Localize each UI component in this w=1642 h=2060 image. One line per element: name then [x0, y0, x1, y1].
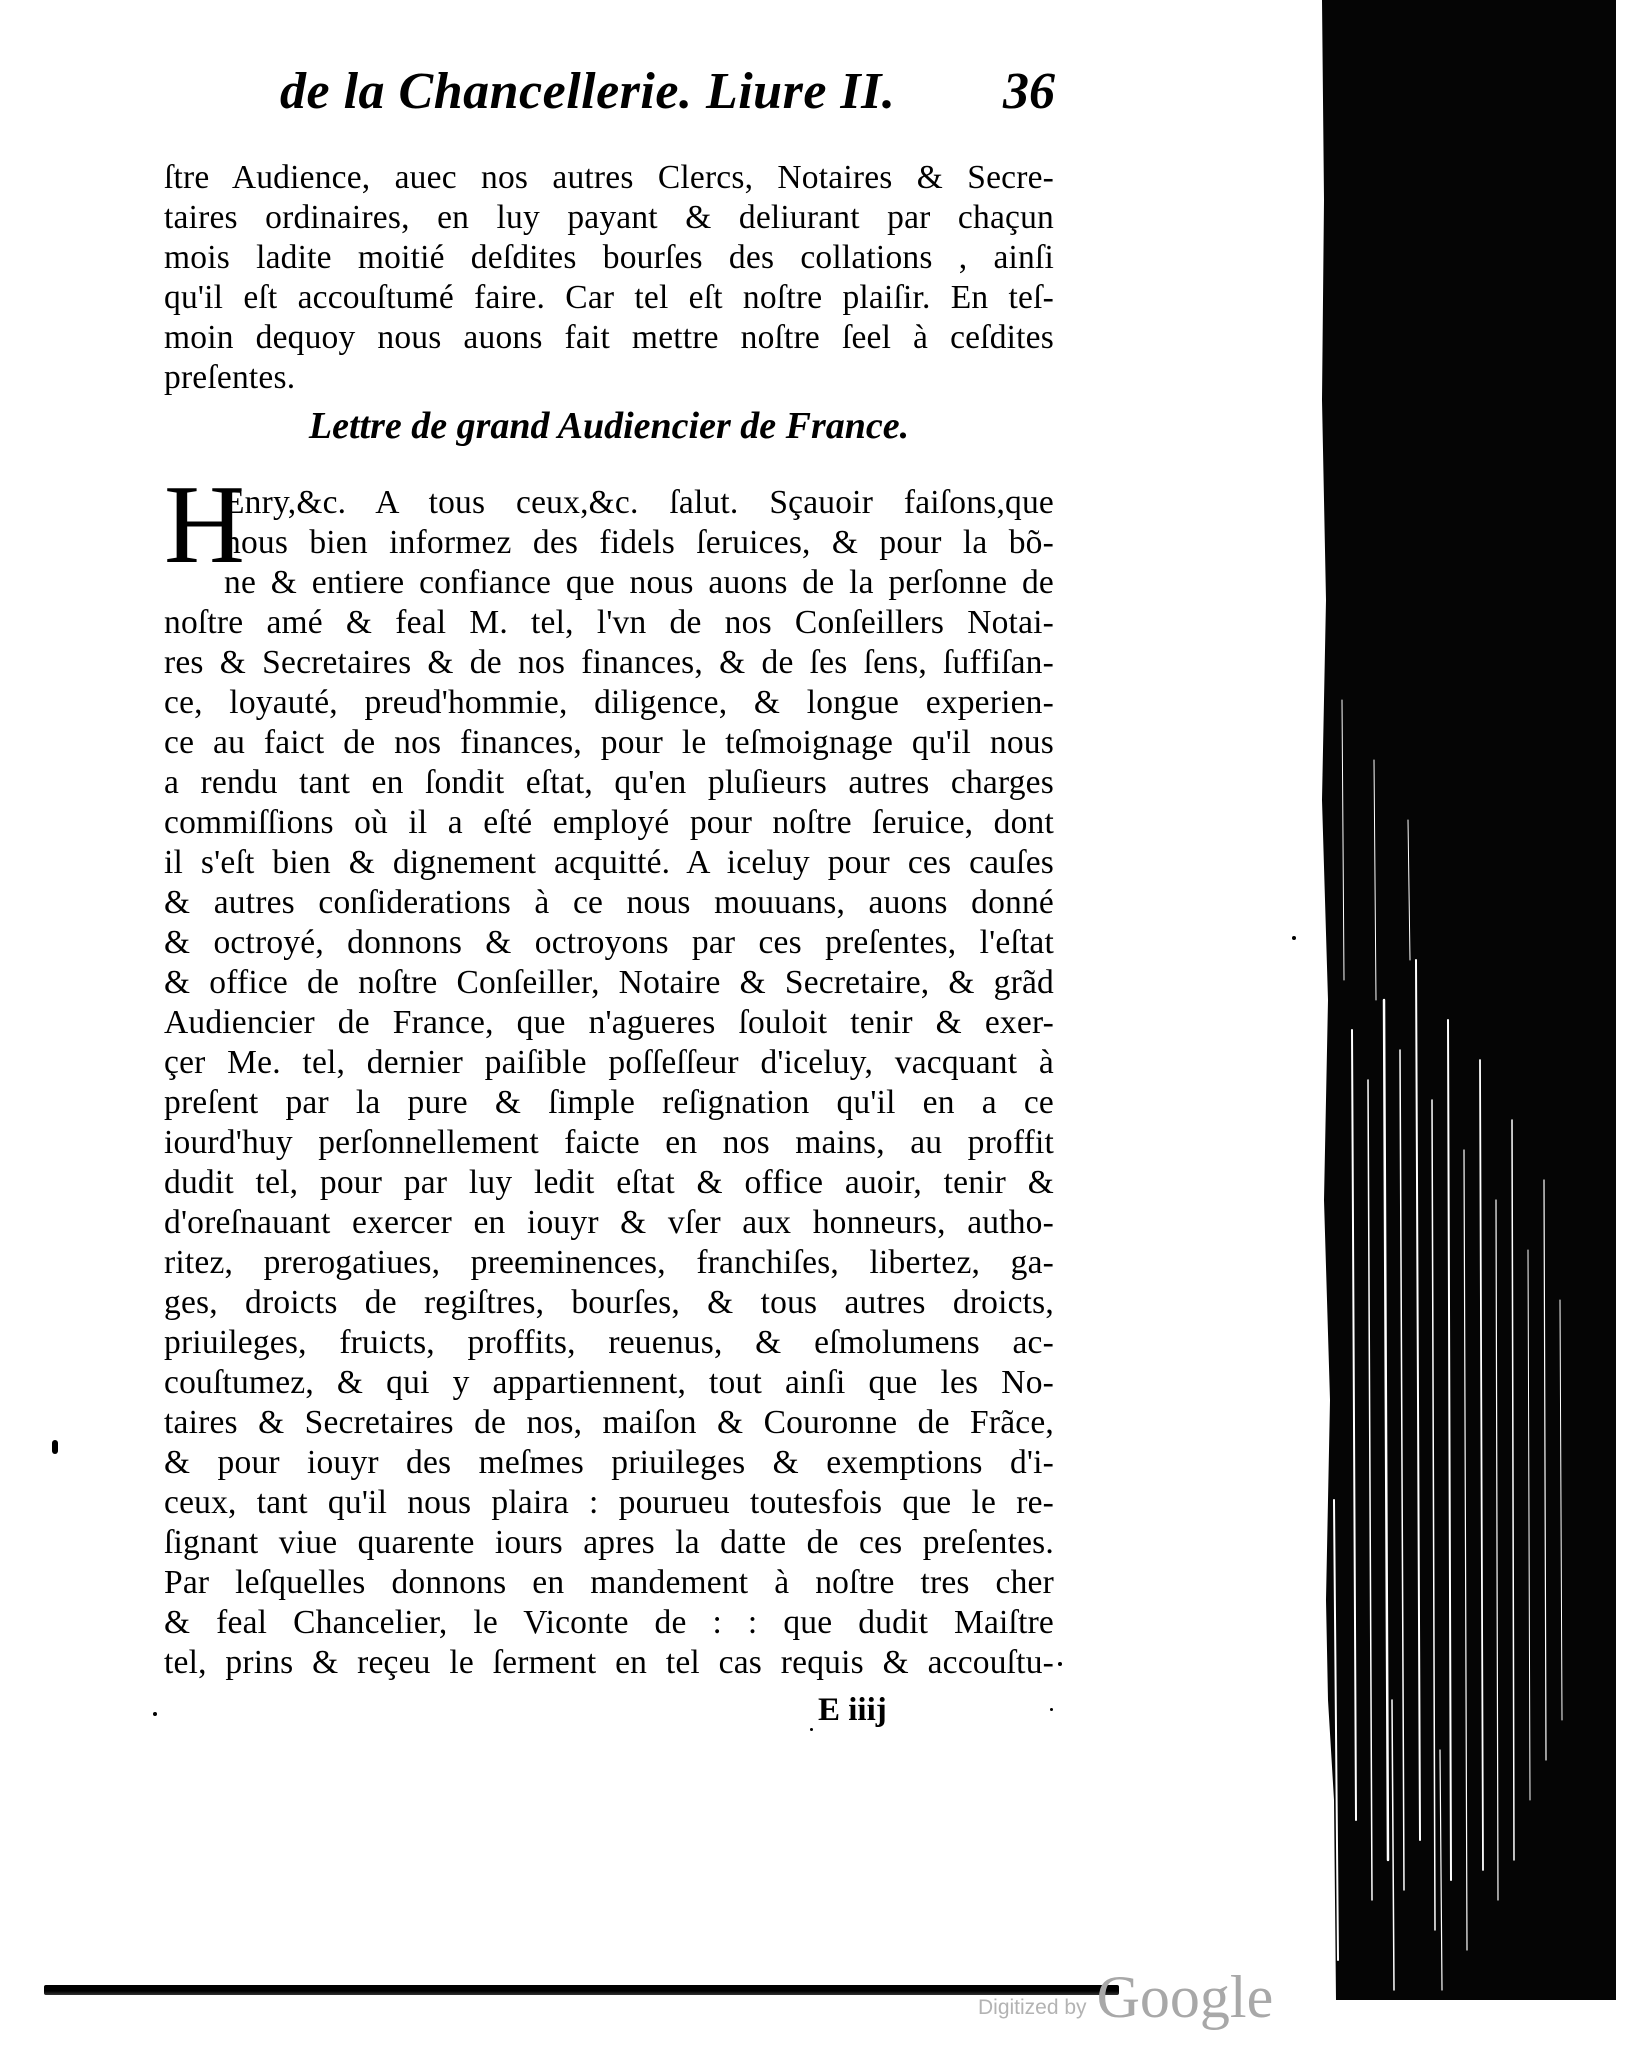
text-line: nous bien informez des fidels ſeruices, & pour la bõ- — [224, 524, 1054, 561]
drop-cap: H — [164, 463, 245, 587]
bottom-rule — [44, 1985, 1119, 1995]
text-line: couſtumez, & qui y appartiennent, tout ainſi que les No- — [164, 1364, 1054, 1401]
text-line: ſtre Audience, auec nos autres Clercs, Notaires & Secre- — [164, 159, 1054, 196]
text-line: ges, droicts de regiſtres, bourſes, & tous autres droicts, — [164, 1284, 1054, 1321]
text-line: d'oreſnauant exercer en iouyr & vſer aux honneurs, autho- — [164, 1204, 1054, 1241]
text-line: & office de noſtre Conſeiller, Notaire & Secretaire, & grãd — [164, 964, 1054, 1001]
text-line: mois ladite moitié deſdites bourſes des collations , ainſi — [164, 239, 1054, 276]
text-line: ce, loyauté, preud'hommie, diligence, & longue experien- — [164, 684, 1054, 721]
margin-speck — [52, 1440, 58, 1454]
page-edge-shadow — [1322, 0, 1616, 2000]
text-line: & pour iouyr des meſmes priuileges & exemptions d'i- — [164, 1444, 1054, 1481]
main-paragraph — [164, 463, 1054, 1683]
margin-speck — [810, 1728, 813, 1731]
watermark-prefix: Digitized by — [978, 1996, 1087, 2019]
text-line: qu'il eſt accouſtumé faire. Car tel eſt noſtre plaiſir. En teſ- — [164, 279, 1054, 316]
text-line: Enry,&c. A tous ceux,&c. ſalut. Sçauoir faiſons,que — [224, 484, 1054, 521]
margin-speck — [1058, 1662, 1062, 1666]
text-line: ce au faict de nos finances, pour le teſmoignage qu'il nous — [164, 724, 1054, 761]
running-head-title: de la Chancellerie. Liure II. — [280, 63, 896, 120]
text-line: ne & entiere confiance que nous auons de la perſonne de — [224, 564, 1054, 601]
text-line: preſent par la pure & ſimple reſignation qu'il en a ce — [164, 1084, 1054, 1121]
text-line: res & Secretaires & de nos finances, & de ſes ſens, ſuffiſan- — [164, 644, 1054, 681]
top-paragraph — [164, 158, 1054, 398]
running-head — [280, 62, 1055, 132]
text-line: Audiencier de France, que n'agueres ſouloit tenir & exer- — [164, 1004, 1054, 1041]
digitized-watermark — [978, 1964, 1274, 2030]
text-line: çer Me. tel, dernier paiſible poſſeſſeur d'iceluy, vacquant à — [164, 1044, 1054, 1081]
page-number: 36 — [1003, 63, 1055, 120]
section-heading: Lettre de grand Audiencier de France. — [308, 405, 910, 447]
text-line: ſignant viue quarente iours apres la datte de ces preſentes. — [164, 1524, 1054, 1561]
text-line: iourd'huy perſonnellement faicte en nos mains, au proffit — [164, 1124, 1054, 1161]
margin-speck — [1050, 1708, 1053, 1711]
signature-mark: E iiij — [818, 1692, 887, 1728]
text-line: & autres conſiderations à ce nous mouuans, auons donné — [164, 884, 1054, 921]
text-line: tel, prins & reçeu le ſerment en tel cas requis & accouſtu- — [164, 1644, 1054, 1681]
text-line: Par leſquelles donnons en mandement à noſtre tres cher — [164, 1564, 1054, 1601]
text-line: taires ordinaires, en luy payant & deliurant par chaçun — [164, 199, 1054, 236]
text-line: priuileges, fruicts, proffits, reuenus, & eſmolumens ac- — [164, 1324, 1054, 1361]
text-line: ritez, prerogatiues, preeminences, franchiſes, libertez, ga- — [164, 1244, 1054, 1281]
margin-speck — [153, 1712, 157, 1716]
text-line: commiſſions où il a eſté employé pour noſtre ſeruice, dont — [164, 804, 1054, 841]
text-line: ceux, tant qu'il nous plaira : pourueu toutesfois que le re- — [164, 1484, 1054, 1521]
text-line: moin dequoy nous auons fait mettre noſtre ſeel à ceſdites — [164, 319, 1054, 356]
google-logo: Google — [1096, 1964, 1274, 2030]
text-line: & octroyé, donnons & octroyons par ces preſentes, l'eſtat — [164, 924, 1054, 961]
text-line: a rendu tant en ſondit eſtat, qu'en pluſieurs autres charges — [164, 764, 1054, 801]
text-line: & feal Chancelier, le Viconte de : : que dudit Maiſtre — [164, 1604, 1054, 1641]
text-line: noſtre amé & feal M. tel, l'vn de nos Conſeillers Notai- — [164, 604, 1054, 641]
text-line: dudit tel, pour par luy ledit eſtat & office auoir, tenir & — [164, 1164, 1054, 1201]
text-line: il s'eſt bien & dignement acquitté. A iceluy pour ces cauſes — [164, 844, 1054, 881]
text-line: preſentes. — [164, 359, 296, 396]
text-line: taires & Secretaires de nos, maiſon & Couronne de Frãce, — [164, 1404, 1054, 1441]
margin-speck — [1292, 936, 1296, 940]
